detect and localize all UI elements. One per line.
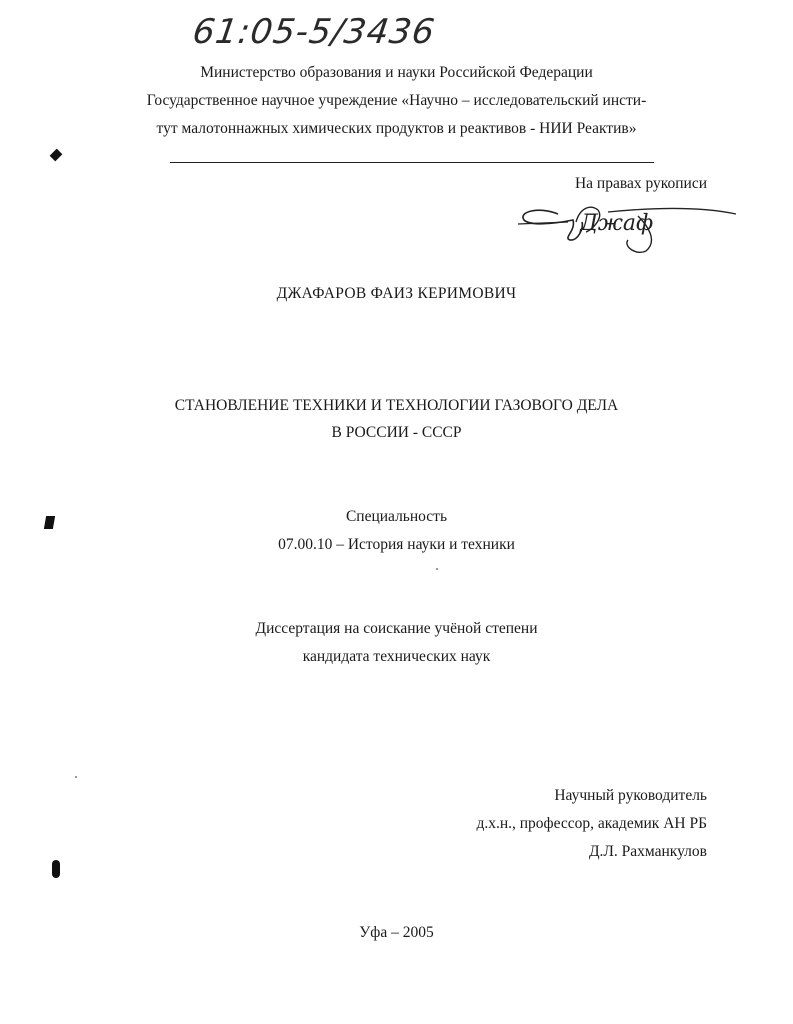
title-line-2: В РОССИИ - СССР [331, 424, 462, 441]
punch-mark [50, 149, 63, 162]
signature-text: Джаф [580, 211, 654, 236]
city-year: Уфа – 2005 [359, 924, 434, 941]
punch-mark [52, 860, 60, 878]
institution-line-1: Государственное научное учреждение «Научно – исследовательский инсти- [146, 92, 647, 109]
archive-stamp: 61:05-5/3436 [190, 12, 438, 52]
supervisor-label: Научный руководитель [554, 787, 707, 804]
supervisor-credentials: д.х.н., профессор, академик АН РБ [476, 815, 707, 832]
dissertation-line-1: Диссертация на соискание учёной степени [255, 620, 538, 637]
scan-speck [436, 568, 438, 570]
dissertation-line-2: кандидата технических наук [302, 648, 491, 665]
header-divider [170, 162, 654, 163]
manuscript-rights: На правах рукописи [574, 175, 707, 192]
specialty-value: 07.00.10 – История науки и техники [278, 536, 515, 553]
title-line-1: СТАНОВЛЕНИЕ ТЕХНИКИ И ТЕХНОЛОГИИ ГАЗОВОГО ДЕЛА [174, 397, 619, 414]
author-name: ДЖАФАРОВ ФАИЗ КЕРИМОВИЧ [276, 285, 517, 302]
institution-line-2: тут малотоннажных химических продуктов и реактивов - НИИ Реактив» [156, 120, 637, 137]
specialty-label: Специальность [345, 508, 448, 525]
signature [518, 196, 738, 258]
scan-speck [75, 776, 77, 778]
ministry-line: Министерство образования и науки Российской Федерации [200, 64, 593, 81]
punch-mark [44, 516, 55, 529]
supervisor-name: Д.Л. Рахманкулов [588, 843, 707, 860]
